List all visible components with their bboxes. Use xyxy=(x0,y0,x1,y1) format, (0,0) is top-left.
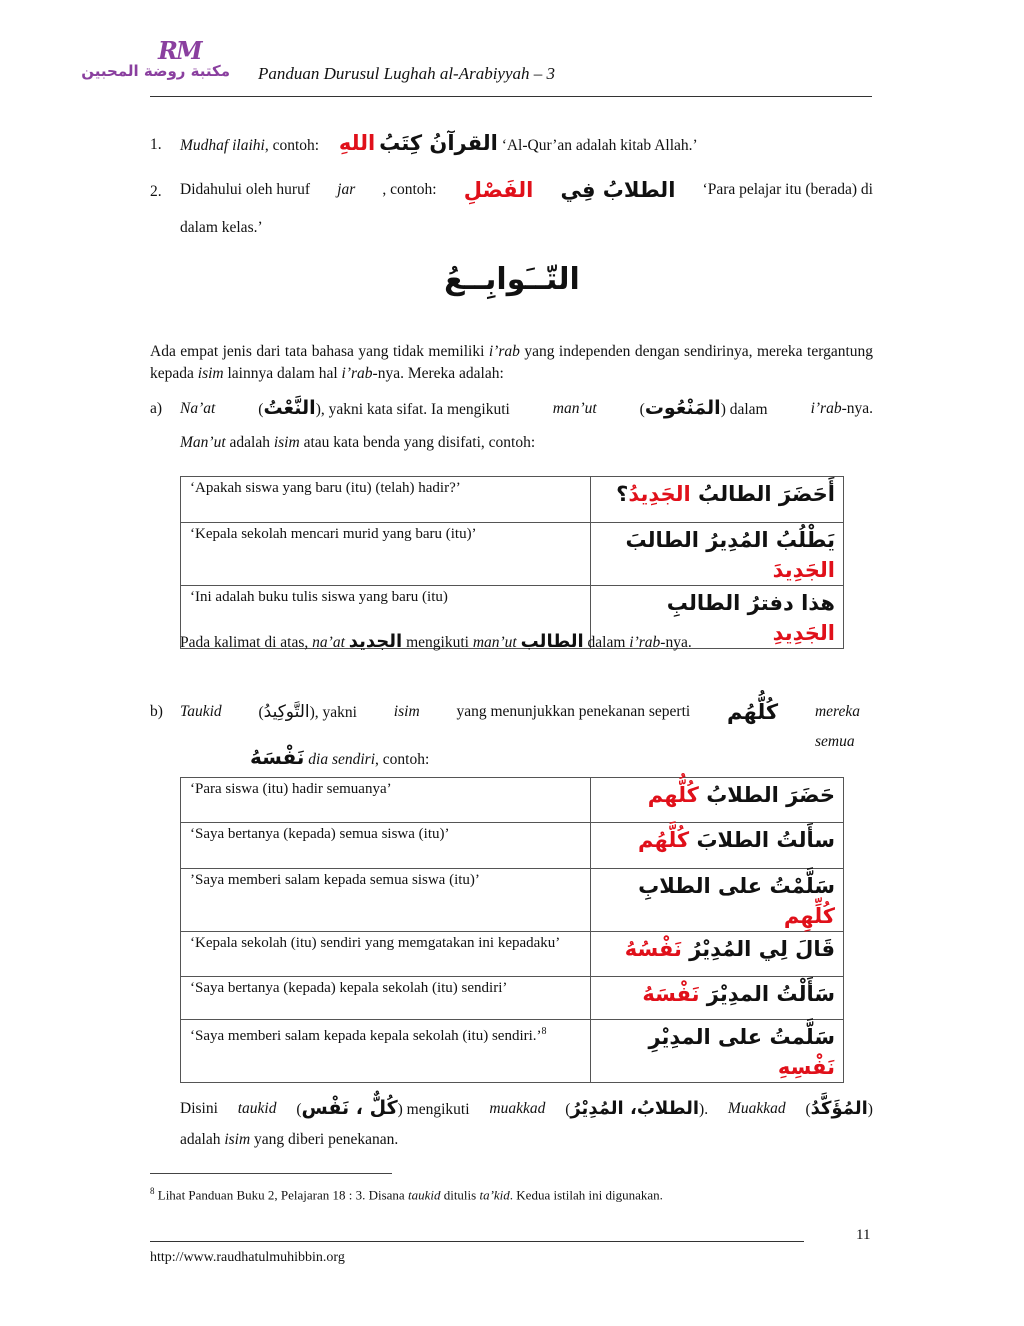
term-mudhaf: Mudhaf ilaihi xyxy=(180,137,265,154)
term-jar: jar xyxy=(337,181,356,198)
list-item-number: 2. xyxy=(150,183,162,200)
arabic-tullab-fi: الطلابُ فِي xyxy=(560,178,676,202)
naat-note: Pada kalimat di atas, na’at الجديد mengikuti man’ut الطالب dalam i’rab-nya. xyxy=(180,631,692,652)
taukid-summary: Disini taukid (كُلٌّ ، نَفْس) mengikuti muakkad (الطلابُ، المُدِيْرُ). Muakkad (المُؤَكَّدُ) xyxy=(180,1097,873,1119)
footnote: $^8$ Lihat Panduan Buku 2, Pelajaran 18 : 3. Disana taukid ditulis ta’kid. Kedua istilah ini digunakan. xyxy=(150,1186,663,1203)
intro-paragraph: Ada empat jenis dari tata bahasa yang tidak memiliki i’rab yang independen dengan sendirinya, mereka tergantung kepada isim lainnya dalam hal i’rab-nya. Mereka adalah: xyxy=(150,343,874,382)
translation-cell: ’Saya memberi salam kepada semua siswa (itu)’ xyxy=(181,869,591,932)
table-row xyxy=(181,823,844,869)
translation-cell: ‘Saya bertanya (kepada) semua siswa (itu)’ xyxy=(181,823,591,869)
section-a-label: a) xyxy=(150,400,163,417)
table-row xyxy=(181,477,844,523)
table-row xyxy=(181,977,844,1020)
translation-cell: ‘Apakah siswa yang baru (itu) (telah) hadir?’ xyxy=(181,477,591,523)
arabic-cell: هذا دفترُ الطالبِ الجَدِيدِ xyxy=(591,586,844,649)
translation-cell: ‘Kepala sekolah (itu) sendiri yang memgatakan ini kepadaku’ xyxy=(181,932,591,977)
arabic-cell: سأَلتُ الطلابَ كُلَّهُم xyxy=(591,823,844,869)
logo-monogram: RM xyxy=(158,36,201,65)
translation-cell: ‘Para siswa (itu) hadir semuanya’ xyxy=(181,778,591,823)
table-row xyxy=(181,869,844,932)
arabic-cell: قَالَ لِي المُدِيْرُ نَفْسُهُ xyxy=(591,932,844,977)
arabic-fasl: الفَصْلِ xyxy=(463,178,534,202)
arabic-kulluhum: كُلُّهُم xyxy=(727,700,779,724)
taukid-examples-table xyxy=(180,777,844,1083)
jar-pre: Didahului oleh huruf xyxy=(180,181,311,198)
naat-examples-table xyxy=(180,476,844,649)
taukid-definition-cont: نَفْسَهُ dia sendiri, contoh: xyxy=(250,745,430,769)
table-row xyxy=(181,523,844,586)
arabic-nafsahu: نَفْسَهُ xyxy=(250,745,305,769)
arabic-cell: سَلَّمْتُ على الطلابِ كُلِّهِم xyxy=(591,869,844,932)
table-row xyxy=(181,778,844,823)
translation-cell: ‘Saya memberi salam kepada kepala sekolah (itu) sendiri.’$^8$ xyxy=(181,1020,591,1083)
footer-url[interactable]: http://www.raudhatulmuhibbin.org xyxy=(150,1250,345,1265)
logo-arabic: مكتبة روضة المحبين xyxy=(81,62,230,80)
table-row xyxy=(181,932,844,977)
arabic-quran-kitab: القرآنُ كِتَبُ xyxy=(379,131,498,155)
footnote-divider xyxy=(150,1173,392,1174)
arabic-naat: النَّعْتُ xyxy=(263,397,316,419)
footer-divider xyxy=(150,1241,804,1242)
arabic-cell: حَضَرَ الطلابُ كُلُّهم xyxy=(591,778,844,823)
arabic-allah: اللهِ xyxy=(338,131,376,155)
arabic-cell: أَحَضَرَ الطالبُ الجَدِيدُ؟ xyxy=(591,477,844,523)
naat-definition: Na’at (النَّعْتُ), yakni kata sifat. Ia mengikuti man’ut (المَنْعُوت) dalam i’rab-nya. xyxy=(180,397,873,419)
arabic-manut: المَنْعُوت xyxy=(644,397,721,419)
mereka-semua: mereka semua xyxy=(814,703,861,750)
arabic-taukid: التَّوكِيدُ xyxy=(263,701,310,722)
header-divider xyxy=(150,96,872,97)
contoh-label: , contoh: xyxy=(382,181,437,198)
arabic-cell: سَأَلْتُ المدِيْرَ نَفْسَهُ xyxy=(591,977,844,1020)
mudhaf-example-line xyxy=(180,128,873,158)
translation-cell: ‘Saya bertanya (kepada) kepala sekolah (itu) sendiri’ xyxy=(181,977,591,1020)
arabic-cell: يَطْلُبُ المُدِيرُ الطالبَ الجَدِيدَ xyxy=(591,523,844,586)
translation: ‘Para pelajar itu (berada) di xyxy=(702,181,873,198)
taukid-summary-cont: adalah isim yang diberi penekanan. xyxy=(180,1131,399,1148)
translation-cont: dalam kelas.’ xyxy=(180,219,263,236)
header-title: Panduan Durusul Lughah al-Arabiyyah – 3 xyxy=(258,64,556,83)
footnote-ref: 8 xyxy=(541,1026,547,1037)
table-row xyxy=(181,1020,844,1083)
manut-definition: Man’ut adalah isim atau kata benda yang disifati, contoh: xyxy=(180,434,536,451)
taukid-definition: Taukid (التَّوكِيدُ), yakni isim yang menunjukkan penekanan seperti كُلُّهُم mereka semua xyxy=(180,697,873,727)
arabic-cell: سَلَّمتُ على المدِيْرِ نَفْسِهِ xyxy=(591,1020,844,1083)
translation-cell: ‘Ini adalah buku tulis siswa yang baru (itu) xyxy=(181,586,591,649)
logo xyxy=(81,36,230,94)
section-b-label: b) xyxy=(150,703,163,720)
list-item-number: 1. xyxy=(150,136,162,153)
translation-cell: ‘Kepala sekolah mencari murid yang baru (itu)’ xyxy=(181,523,591,586)
contoh-label: , contoh: xyxy=(264,137,320,154)
tawabi-heading: التّــَوابِــعُ xyxy=(444,262,580,297)
translation: ‘Al-Qur’an adalah kitab Allah.’ xyxy=(501,137,698,154)
page-number: 11 xyxy=(856,1227,871,1243)
jar-example-line xyxy=(180,175,873,205)
